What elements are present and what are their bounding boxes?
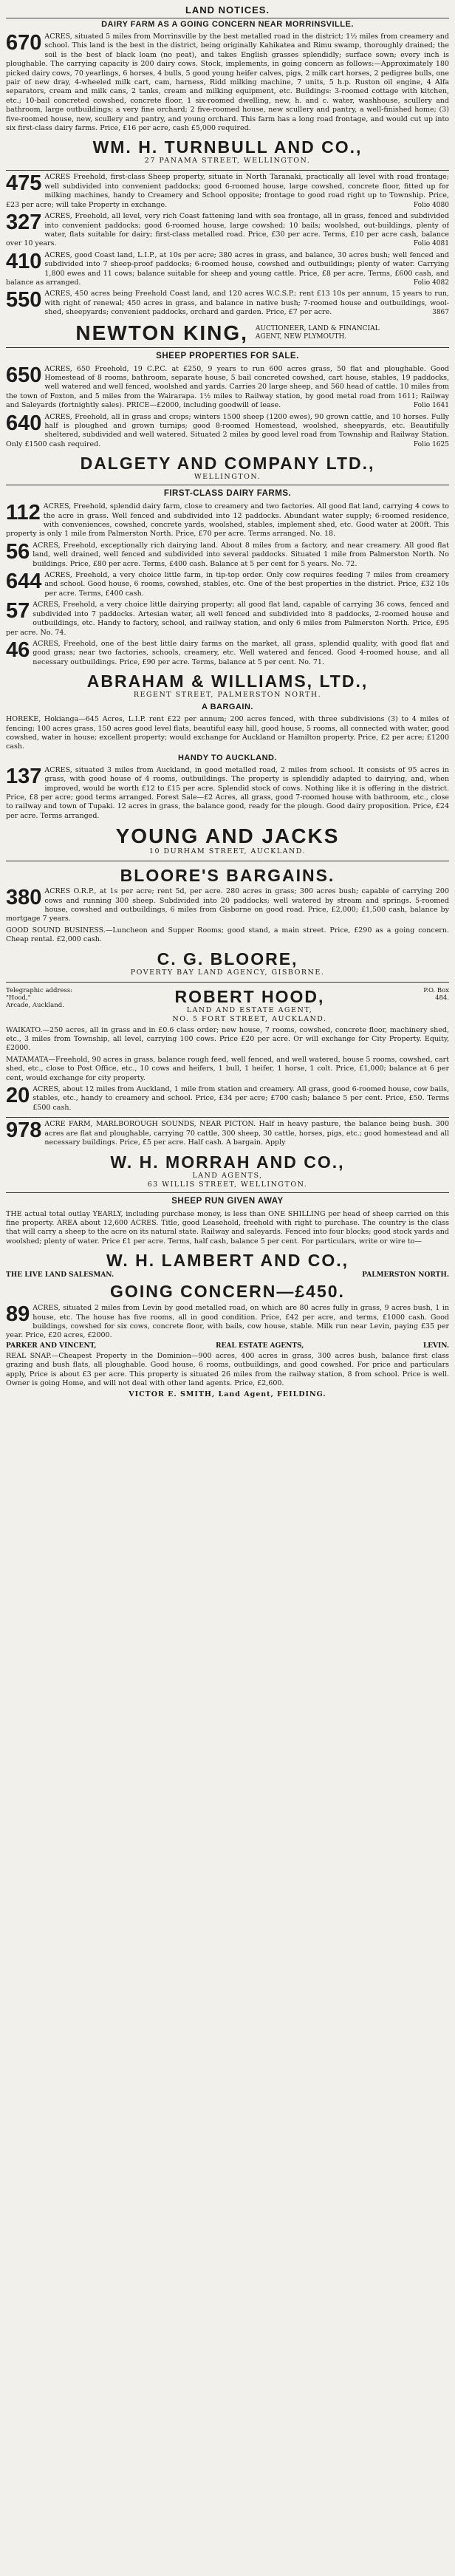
bargain-title: A BARGAIN.	[202, 703, 253, 712]
listing-number: 327	[6, 212, 42, 235]
listing-56	[6, 541, 449, 569]
listing-text: ACRES, Freehold, all in grass and crops; winters 1500 sheep (1200 ewes), 90 grown cattle, and 10 horses. Fully half is ploughed and grown turnips; good 8-roomed Homestead, woolshed, sheepyards, etc. Beautifully sheltered, subdivided and well watered. Situated 2 miles by good level road from Township and Railway Station. Only £1500 cash required.	[6, 412, 449, 448]
listing-text: ACRES O.R.P., at 1s per acre; rent 5d, per acre. 280 acres in grass; 300 acres bush; capable of carrying 200 cows and running 300 sheep. Subdivided into 20 paddocks; well watered by stream and springs. 5-roomed house, cowshed and outbuildings, 6 miles from Gisborne on good road. Price, £2,000; £1,500 cash, balance by mortgage 7 years.	[6, 887, 449, 923]
agent-abraham-williams	[6, 672, 449, 700]
listing-410	[6, 251, 449, 288]
listing-real-snap	[6, 1352, 449, 1389]
agent-location: LEVIN.	[422, 1342, 449, 1350]
folio: 3867	[432, 309, 449, 317]
listing-550	[6, 290, 449, 317]
agent-role: THE LIVE LAND SALESMAN.	[6, 1271, 114, 1280]
listing-number: 644	[6, 571, 42, 594]
listing-text: MATAMATA—Freehold, 90 acres in grass, balance rough feed, well fenced, and well watered, house 5 rooms, cowshed, cart shed, etc., close to Post Office, etc., 10 cows and heifers, 1 bull, 1 heifer, 1 horse, 1 colt. Price, £1,000; balance at 6 per cent, would exchange for city property.	[6, 1055, 449, 1082]
listing-112	[6, 502, 449, 539]
sheep-run-title: SHEEP RUN GIVEN AWAY	[6, 1192, 449, 1208]
handy-to-auckland-title: HANDY TO AUCKLAND.	[177, 753, 278, 762]
going-concern-title: GOING CONCERN—£450.	[110, 1282, 345, 1302]
listing-number: 978	[6, 1120, 42, 1143]
listing-text: ACRES, 650 Freehold, 19 C.P.C. at £250, 9 years to run 600 acres grass, 50 flat and ploughable. Good Homestead of 8 rooms, bathroom, separate house, 5 bail concreted cowshed, cart house, stables, 19 paddocks, well watered and well fenced, woolshed and yards. Carries 20 large sheep, and 560 head of cattle. 10 miles from the town of Foxton, and 5 miles from the Wairarapa. 1½ miles to Railway station, by good metal road from 1611; Railway and Saleyards (fortnightly sales). PRICE—£2000, including goodwill of lease.	[6, 364, 449, 410]
agent-role: LAND AGENTS,	[192, 1171, 263, 1180]
listing-46	[6, 640, 449, 667]
listing-number: 550	[6, 290, 42, 312]
listing-57	[6, 601, 449, 638]
listing-number: 46	[6, 639, 30, 662]
agent-bloore	[6, 949, 449, 977]
listing-text: GOOD SOUND BUSINESS.—Luncheon and Supper Rooms; good stand, a main street. Price, £290 as a going concern. Cheap rental. £2,000 cash.	[6, 926, 449, 944]
listing-475	[6, 173, 449, 210]
agent-name: W. H. LAMBERT AND CO.,	[106, 1251, 349, 1271]
listing-matamata	[6, 1056, 449, 1083]
agent-robert-hood	[6, 987, 449, 1024]
listing-650	[6, 365, 449, 411]
folio: Folio 1641	[413, 402, 449, 410]
agent-parker-vincent	[6, 1342, 449, 1350]
listing-text: ACRES, Freehold, all level, very rich Coast fattening land with sea frontage, all in grass, fenced and subdivided into convenient paddocks; good 6-roomed house, large cowshed; 10 bails; woolshed, out-buildings, plenty of water, flats suitable for dairy; first-class metalled road. Price, £30 per acre. Terms, £10 per acre cash, balance over 10 years.	[6, 212, 449, 248]
listing-978	[6, 1120, 449, 1147]
listing-327	[6, 212, 449, 249]
telegraphic-address: Telegraphic address: "Hood,"	[6, 986, 73, 1002]
listing-number: 56	[6, 541, 30, 564]
agent-address: 10 DURHAM STREET, AUCKLAND.	[148, 847, 307, 856]
agent-address: WELLINGTON.	[194, 473, 261, 482]
listing-sheep-run	[6, 1210, 449, 1247]
agent-lambert	[6, 1251, 449, 1279]
listing-text: WAIKATO.—250 acres, all in grass and in £0.6 class order; new house, 7 rooms, cowshed, concrete floor, machinery shed, etc., 3 miles from Township, all level, carrying 100 cows. Price £20 per acre. Or will exchange for City Property. Equity, £2000.	[6, 1025, 449, 1053]
page	[6, 0, 449, 1398]
sheep-properties-title: SHEEP PROPERTIES FOR SALE.	[6, 347, 449, 363]
listing-number: 410	[6, 250, 42, 273]
first-class-dairy-title: FIRST-CLASS DAIRY FARMS.	[6, 485, 449, 500]
bargains-heading: BLOORE'S BARGAINS.	[120, 866, 335, 886]
agent-name: PARKER AND VINCENT,	[6, 1342, 97, 1350]
listing-text: ACRES, situated 3 miles from Auckland, in good metalled road, 2 miles from school. It consists of 95 acres in grass, with good house of 4 rooms, outbuildings. The property is splendidly adapted to dairying, and, when improved, would be worth £12 to £15 per acre. Splendid stock of cows. Nothing like it is offering in the district. Price, £8 per acre; good terms arranged. Forest Sale—£2 Acres, all grass, good 7-roomed house with bathroom, etc., close to railway and town of Tupaki. 12 acres in grass, the balance good, ready for the plough. Good dairy proposition. Price, £24 per acre. Terms arranged.	[6, 765, 449, 820]
folio: Folio 1625	[413, 440, 449, 448]
listing-644	[6, 571, 449, 598]
listing-text: ACRES, Freehold, a very choice little farm, in tip-top order. Only cow requires feeding 7 miles from creamery and school. Good house, 6 rooms, cowshed, stables, etc. One of the best properties in the district. Price, £32 10s per acre. Terms, £400 cash.	[44, 571, 449, 598]
agent-address: 27 PANAMA STREET, WELLINGTON.	[144, 157, 311, 165]
listing-number: 670	[6, 33, 42, 55]
listing-380	[6, 887, 449, 924]
listing-text: REAL SNAP.—Cheapest Property in the Dominion—900 acres, 400 acres in grass, 300 acres bush, balance first class grazing and bush flats, all ploughable. Good house, 6 rooms, outbuildings, and good cowshed. For price and particulars apply, Price is about £3 per acre. This property is situated 26 miles from the railway station, 8 from school. Price is well. Owner is going Home, and will not deal with other land agents. Price, £2,600.	[6, 1351, 449, 1387]
bloores-bargains-title	[6, 866, 449, 885]
listing-number: 650	[6, 364, 42, 387]
agent-name: C. G. BLOORE,	[157, 949, 298, 968]
agent-name: ABRAHAM & WILLIAMS, LTD.,	[86, 672, 369, 691]
agent-role: AUCTIONEER, LAND & FINANCIAL	[255, 324, 380, 332]
listing-number: 137	[6, 765, 42, 788]
listing-text: ACRES, 450 acres being Freehold Coast land, and 120 acres W.C.S.P.; rent £13 10s per annum, 15 years to run, with right of renewal; 450 acres in grass, and balance in native bush; 7-roomed house and outbuildings, wool-shed, sheepyards; convenient paddocks, orchard and garden. Price, £7 per acre.	[44, 290, 449, 317]
land-notices-header: LAND NOTICES.	[6, 3, 449, 18]
po-box-number: 484.	[435, 994, 449, 1002]
agent-name: W. H. MORRAH AND CO.,	[110, 1152, 345, 1172]
agent-name: DALGETY AND COMPANY LTD.,	[80, 454, 375, 474]
agent-address: PALMERSTON NORTH.	[362, 1271, 449, 1280]
agent-role: REAL ESTATE AGENTS,	[216, 1342, 304, 1350]
agent-turnbull	[6, 137, 449, 165]
listing-number: 380	[6, 887, 42, 910]
listing-89	[6, 1304, 449, 1341]
listing-20	[6, 1085, 449, 1113]
agent-name: ROBERT HOOD,	[174, 986, 325, 1006]
listing-text: ACRES, Freehold, exceptionally rich dairying land. About 8 miles from a factory, and near creamery. All good flat land, well drained, well fenced and subdivided into several paddocks. Situated 1 mile from Palmerston North. No buildings. Price, £80 per acre. Terms, £400 cash. Balance at 5 per cent for 5 years. No. 72.	[32, 541, 449, 568]
agent-name: NEWTON KING,	[75, 321, 248, 344]
listing-waikato	[6, 1026, 449, 1053]
listing-number: 20	[6, 1085, 30, 1108]
listing-hokianga	[6, 715, 449, 752]
listing-text: ACRES, situated 2 miles from Levin by good metalled road, on which are 80 acres fully in grass, 9 acres bush, 1 in house, etc. The house has five rooms, all in good condition. Price, £42 per acre, and terms, £1000 cash. Good buildings, cowshed for six cows, concrete floor, with bails, cow house, stable. Milk run near Levin, paying £35 per year. Price, £20 acres, £2000.	[6, 1304, 449, 1340]
agent-address: 63 WILLIS STREET, WELLINGTON.	[147, 1180, 308, 1189]
agent-role: LAND AND ESTATE AGENT,	[186, 1005, 313, 1014]
folio: Folio 4082	[413, 279, 449, 287]
listing-text: ACRES Freehold, first-class Sheep property, situate in North Taranaki, practically all level with road frontage; well subdivided into convenient paddocks; good 6-roomed house, large cowshed, concrete floor, fitted up for milking machines, handy to Creamery and School opposite; frontage to good road right up to Township. Price, £23 per acre; will take Property in exchange.	[6, 173, 449, 209]
listing-670	[6, 33, 449, 133]
listing-number: 475	[6, 173, 42, 196]
listing-text: ACRES, about 12 miles from Auckland, 1 mile from station and creamery. All grass, good 6-roomed house, cow bails, stables, etc., handy to creamery and school. Price, £34 per acre; £700 cash; balance 5 per cent. Price, £50. Terms £500 cash.	[32, 1085, 449, 1112]
agent-morrah	[6, 1152, 449, 1189]
listing-number: 112	[6, 502, 41, 525]
agent-name: YOUNG AND JACKS	[115, 824, 340, 848]
folio: Folio 4081	[413, 240, 449, 248]
agent-victor-smith: VICTOR E. SMITH, Land Agent, FEILDING.	[129, 1390, 326, 1399]
listing-text: THE actual total outlay YEARLY, including purchase money, is less than ONE SHILLING per head of sheep carried on this fine property. AREA about 12,600 ACRES. Title, good Leasehold, freehold with right to purchase. The country is the class that will carry a sheep to the acre on its natural state. Railway and saleyards. Fenced into four blocks; good stock yards and woolshed; plenty of water. Price £1 per acre. Terms, half cash, balance 5 per cent. For particulars, write or wire to—	[6, 1209, 449, 1246]
agent-address: REGENT STREET, PALMERSTON NORTH.	[133, 691, 322, 700]
listing-640	[6, 413, 449, 450]
listing-number: 57	[6, 601, 30, 623]
agent-address: POVERTY BAY LAND AGENCY, GISBORNE.	[130, 968, 325, 977]
listing-text: ACRE FARM, MARLBOROUGH SOUNDS, NEAR PICTON. Half in heavy pasture, the balance being bush. 300 acres are flat and ploughable, carrying 70 cattle, 300 sheep, 30 cattle, horses, pigs, etc.; good homestead and all necessary buildings. Price, £5 per acre. Half cash. A bargain. Apply	[44, 1120, 449, 1147]
listing-text: ACRES, Freehold, one of the best little dairy farms on the market, all grass, splendid quality, with good flat and good grass; near two factories, schools, creamery, etc. Well watered and fenced. Good 4-roomed house, and all necessary outbuildings. Price, £90 per acre. Terms, balance at 5 per cent. No. 71.	[32, 639, 449, 666]
agent-newton-king	[6, 322, 449, 344]
listing-business	[6, 926, 449, 945]
listing-137	[6, 766, 449, 821]
agent-young-jacks	[6, 825, 449, 856]
agent-dalgety	[6, 454, 449, 482]
listing-text: ACRES, good Coast land, L.I.P., at 10s per acre; 380 acres in grass, and balance, 30 acres bush; well fenced and subdivided into 7 sheep-proof paddocks; 6-roomed house, cowshed and outbuildings; plenty of water. Carrying 1,800 ewes and 11 cows; balance suitable for sheep and young cattle. Price, £8 per acre. Terms, £600 cash, and balance as arranged.	[6, 250, 449, 287]
folio: Folio 4080	[413, 201, 449, 209]
agent-address: AGENT, NEW PLYMOUTH.	[255, 332, 347, 341]
agent-name: WM. H. TURNBULL AND CO.,	[92, 137, 363, 157]
dairy-farm-title: DAIRY FARM AS A GOING CONCERN NEAR MORRINSVILLE.	[101, 20, 354, 29]
po-box: P.O. Box	[423, 986, 449, 994]
listing-text: ACRES, Freehold, splendid dairy farm, close to creamery and two factories. All good flat land, carrying 4 cows to the acre in grass. Well fenced and subdivided into 12 paddocks. Abundant water supply; 6-roomed residence, with conveniences, cowshed, concrete yards, woolshed, stables, implement shed, etc. Good water at 200ft. This property is only 1 mile from Palmerston North. Price, £70 per acre. Terms arranged. No. 18.	[6, 502, 449, 539]
arcade: Arcade, Auckland.	[6, 1001, 64, 1009]
listing-number: 89	[6, 1304, 30, 1327]
agent-address: NO. 5 FORT STREET, AUCKLAND.	[172, 1014, 327, 1023]
listing-number: 640	[6, 412, 42, 435]
listing-text: ACRES, situated 5 miles from Morrinsville by the best metalled road in the district; 1½ miles from creamery and school. This land is the best in the district, being originally Kahikatea and Rimu swamp, thoroughly drained; the soil is the best of black loam (no peat), and takes English grasses splendidly; surface sown; every inch is ploughable. The carrying capacity is 200 dairy cows. Stock, implements, in going concern as follows:—Approximately 180 picked dairy cows, 70 yearlings, 6 horses, 4 bulls, 5 good young heifer calves, pigs, 2 milk cart horses, 2 pedigree bulls, one pair of new dray, 4-wheeled milk cart, cam, harness, Ridd milking machine, 7 units, 5 h.p. Ruston oil engine, 4 Alfa separators, cream and milk cans, 2 tanks, cream and milking equipment, etc. Buildings: 3-roomed cottage with kitchen, etc.; 10-bail concreted cowshed, concrete floor, 1 six-roomed dwelling, new, h. and c. water, washhouse, scullery and bathroom, large outbuildings; a very fine orchard; 2 five-roomed house, new scullery and pantry, a well-finished home; (3) five-roomed house, new, scullery and pantry, and young orchard. This farm has a long road frontage, and would cut up into six first-class dairy farms. Price, £16 per acre, cash £5,000 required.	[6, 33, 449, 133]
listing-text: HOREKE, Hokianga—645 Acres, L.I.P. rent £22 per annum; 200 acres fenced, with three subdivisions (3) to 4 miles of fencing; 100 acres grass, 150 acres good level flats, beautiful easy hill, good house, 5 rooms, all connected with water, good cowshed, water in house; excellent property; would exchange for Auckland or Hamilton property. Price, £2 per acre; £1200 cash.	[6, 715, 449, 751]
listing-text: ACRES, Freehold, a very choice little dairying property; all good flat land, capable of carrying 36 cows, fenced and subdivided into 7 paddocks. Artesian water, all well fenced and subdivided into 8 paddocks, 2-roomed house and outbuildings, etc. Handy to factory, school, and railway station, and only 6 miles from Palmerston North. Price, £95 per acre. No. 74.	[6, 601, 449, 637]
